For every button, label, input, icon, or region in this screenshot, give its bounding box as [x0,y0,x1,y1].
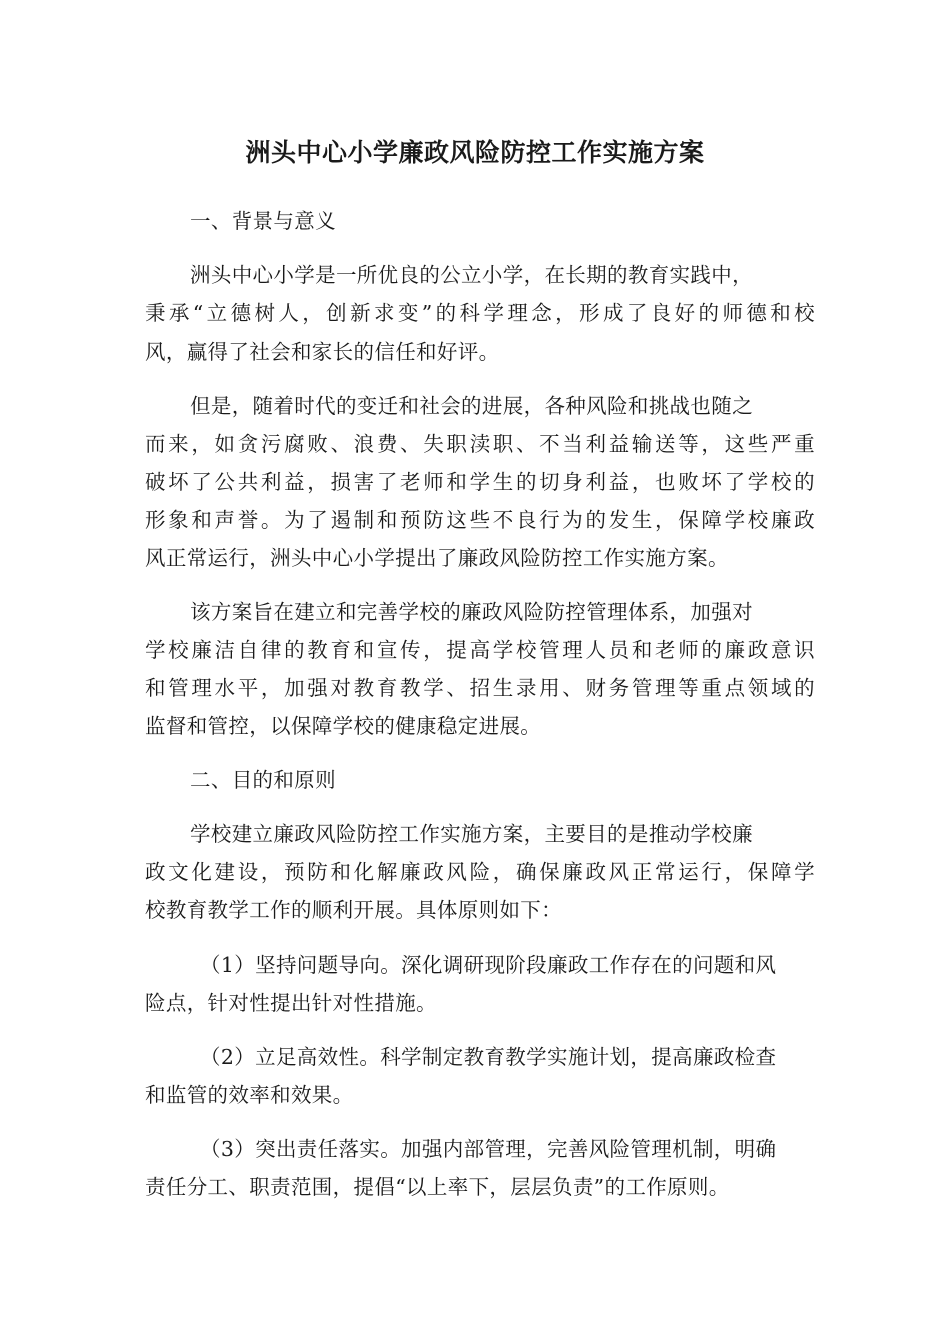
section-heading-background: 一、背景与意义 [190,209,336,233]
paragraph-line: 监督和管控，以保障学校的健康稳定进展。 [145,714,542,738]
paragraph-line: 但是，随着时代的变迁和社会的进展，各种风险和挑战也随之 [190,394,753,418]
principle-item-line: （3）突出责任落实。加强内部管理，完善风险管理机制，明确 [200,1137,777,1161]
section-heading-purpose: 二、目的和原则 [190,768,336,792]
paragraph-line: 该方案旨在建立和完善学校的廉政风险防控管理体系，加强对 [190,600,753,624]
paragraph-line: 学校建立廉政风险防控工作实施方案，主要目的是推动学校廉 [190,822,753,846]
paragraph-line: 和管理水平，加强对教育教学、招生录用、财务管理等重点领域的 [145,676,815,700]
paragraph-line: 秉承“立德树人，创新求变”的科学理念，形成了良好的师德和校 [145,301,815,325]
principle-item-line: （2）立足高效性。科学制定教育教学实施计划，提高廉政检查 [200,1045,777,1069]
principle-item-line: （1）坚持问题导向。深化调研现阶段廉政工作存在的问题和风 [200,953,777,977]
paragraph-line: 破坏了公共利益，损害了老师和学生的切身利益，也败坏了学校的 [145,470,815,494]
paragraph-line: 洲头中心小学是一所优良的公立小学，在长期的教育实践中， [190,263,753,287]
principle-item-line: 险点，针对性提出针对性措施。 [145,991,437,1015]
paragraph-line: 校教育教学工作的顺利开展。具体原则如下： [145,898,562,922]
paragraph-line: 学校廉洁自律的教育和宣传，提高学校管理人员和老师的廉政意识 [145,638,815,662]
document-title: 洲头中心小学廉政风险防控工作实施方案 [245,138,705,167]
paragraph-line: 而来，如贪污腐败、浪费、失职渎职、不当利益输送等，这些严重 [145,432,815,456]
paragraph-line: 风正常运行，洲头中心小学提出了廉政风险防控工作实施方案。 [145,546,729,570]
paragraph-line: 形象和声誉。为了遏制和预防这些不良行为的发生，保障学校廉政 [145,508,815,532]
paragraph-line: 风，赢得了社会和家长的信任和好评。 [145,340,500,364]
principle-item-line: 和监管的效率和效果。 [145,1083,354,1107]
principle-item-line: 责任分工、职责范围，提倡“以上率下，层层负责”的工作原则。 [145,1175,730,1199]
paragraph-line: 政文化建设，预防和化解廉政风险，确保廉政风正常运行，保障学 [145,860,815,884]
